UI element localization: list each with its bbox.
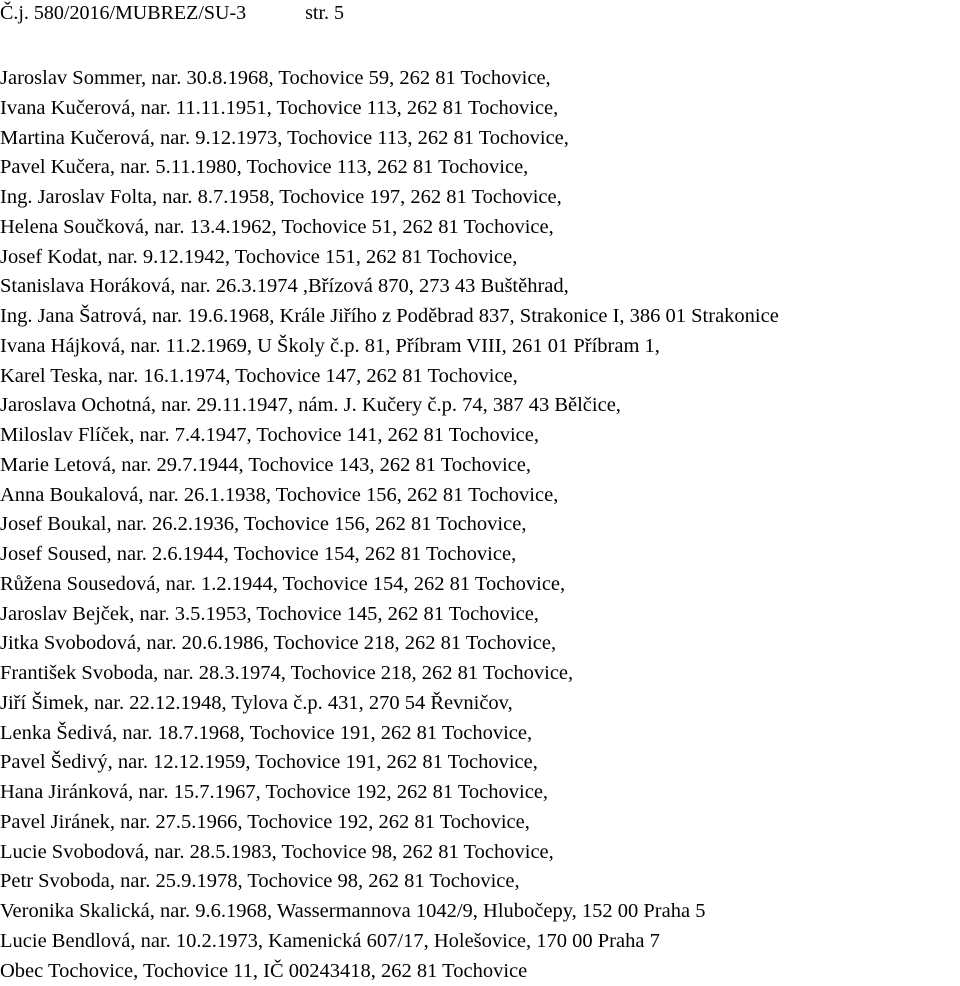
- list-item: Martina Kučerová, nar. 9.12.1973, Tochovice 113, 262 81 Tochovice,: [0, 124, 960, 154]
- list-item: Ivana Kučerová, nar. 11.11.1951, Tochovice 113, 262 81 Tochovice,: [0, 94, 960, 124]
- list-item: Lucie Bendlová, nar. 10.2.1973, Kamenická 607/17, Holešovice, 170 00 Praha 7: [0, 927, 960, 957]
- list-item: Hana Jiránková, nar. 15.7.1967, Tochovice 192, 262 81 Tochovice,: [0, 778, 960, 808]
- list-item: Veronika Skalická, nar. 9.6.1968, Wassermannova 1042/9, Hlubočepy, 152 00 Praha 5: [0, 897, 960, 927]
- list-item: Ing. Jaroslav Folta, nar. 8.7.1958, Tochovice 197, 262 81 Tochovice,: [0, 183, 960, 213]
- list-item: Jitka Svobodová, nar. 20.6.1986, Tochovice 218, 262 81 Tochovice,: [0, 629, 960, 659]
- list-item: Josef Soused, nar. 2.6.1944, Tochovice 154, 262 81 Tochovice,: [0, 540, 960, 570]
- list-item: Helena Součková, nar. 13.4.1962, Tochovice 51, 262 81 Tochovice,: [0, 213, 960, 243]
- list-item: Petr Svoboda, nar. 25.9.1978, Tochovice 98, 262 81 Tochovice,: [0, 867, 960, 897]
- list-item: Jaroslava Ochotná, nar. 29.11.1947, nám. J. Kučery č.p. 74, 387 43 Bělčice,: [0, 391, 960, 421]
- page-number: str. 5: [305, 2, 344, 24]
- list-item: Pavel Šedivý, nar. 12.12.1959, Tochovice 191, 262 81 Tochovice,: [0, 748, 960, 778]
- list-item: Anna Boukalová, nar. 26.1.1938, Tochovice 156, 262 81 Tochovice,: [0, 481, 960, 511]
- list-item: Josef Kodat, nar. 9.12.1942, Tochovice 151, 262 81 Tochovice,: [0, 243, 960, 273]
- list-item: Pavel Kučera, nar. 5.11.1980, Tochovice 113, 262 81 Tochovice,: [0, 153, 960, 183]
- list-item: František Svoboda, nar. 28.3.1974, Tochovice 218, 262 81 Tochovice,: [0, 659, 960, 689]
- list-item: Jaroslav Sommer, nar. 30.8.1968, Tochovice 59, 262 81 Tochovice,: [0, 64, 960, 94]
- list-item: Lucie Svobodová, nar. 28.5.1983, Tochovice 98, 262 81 Tochovice,: [0, 838, 960, 868]
- list-item: Obec Tochovice, Tochovice 11, IČ 00243418, 262 81 Tochovice: [0, 957, 960, 986]
- list-item: Ing. Jana Šatrová, nar. 19.6.1968, Krále Jiřího z Poděbrad 837, Strakonice I, 386 01 Strakonice: [0, 302, 960, 332]
- list-item: Stanislava Horáková, nar. 26.3.1974 ,Břízová 870, 273 43 Buštěhrad,: [0, 272, 960, 302]
- list-item: Karel Teska, nar. 16.1.1974, Tochovice 147, 262 81 Tochovice,: [0, 362, 960, 392]
- list-item: Lenka Šedivá, nar. 18.7.1968, Tochovice 191, 262 81 Tochovice,: [0, 719, 960, 749]
- list-item: Jiří Šimek, nar. 22.12.1948, Tylova č.p. 431, 270 54 Řevničov,: [0, 689, 960, 719]
- list-item: Josef Boukal, nar. 26.2.1936, Tochovice 156, 262 81 Tochovice,: [0, 510, 960, 540]
- list-item: Pavel Jiránek, nar. 27.5.1966, Tochovice 192, 262 81 Tochovice,: [0, 808, 960, 838]
- list-item: Miloslav Flíček, nar. 7.4.1947, Tochovice 141, 262 81 Tochovice,: [0, 421, 960, 451]
- reference-number: Č.j. 580/2016/MUBREZ/SU-3: [0, 2, 246, 24]
- list-item: Jaroslav Bejček, nar. 3.5.1953, Tochovice 145, 262 81 Tochovice,: [0, 600, 960, 630]
- list-item: Růžena Sousedová, nar. 1.2.1944, Tochovice 154, 262 81 Tochovice,: [0, 570, 960, 600]
- list-item: Ivana Hájková, nar. 11.2.1969, U Školy č.p. 81, Příbram VIII, 261 01 Příbram 1,: [0, 332, 960, 362]
- list-item: Marie Letová, nar. 29.7.1944, Tochovice 143, 262 81 Tochovice,: [0, 451, 960, 481]
- page-header: [0, 0, 344, 26]
- recipient-list: [0, 64, 960, 986]
